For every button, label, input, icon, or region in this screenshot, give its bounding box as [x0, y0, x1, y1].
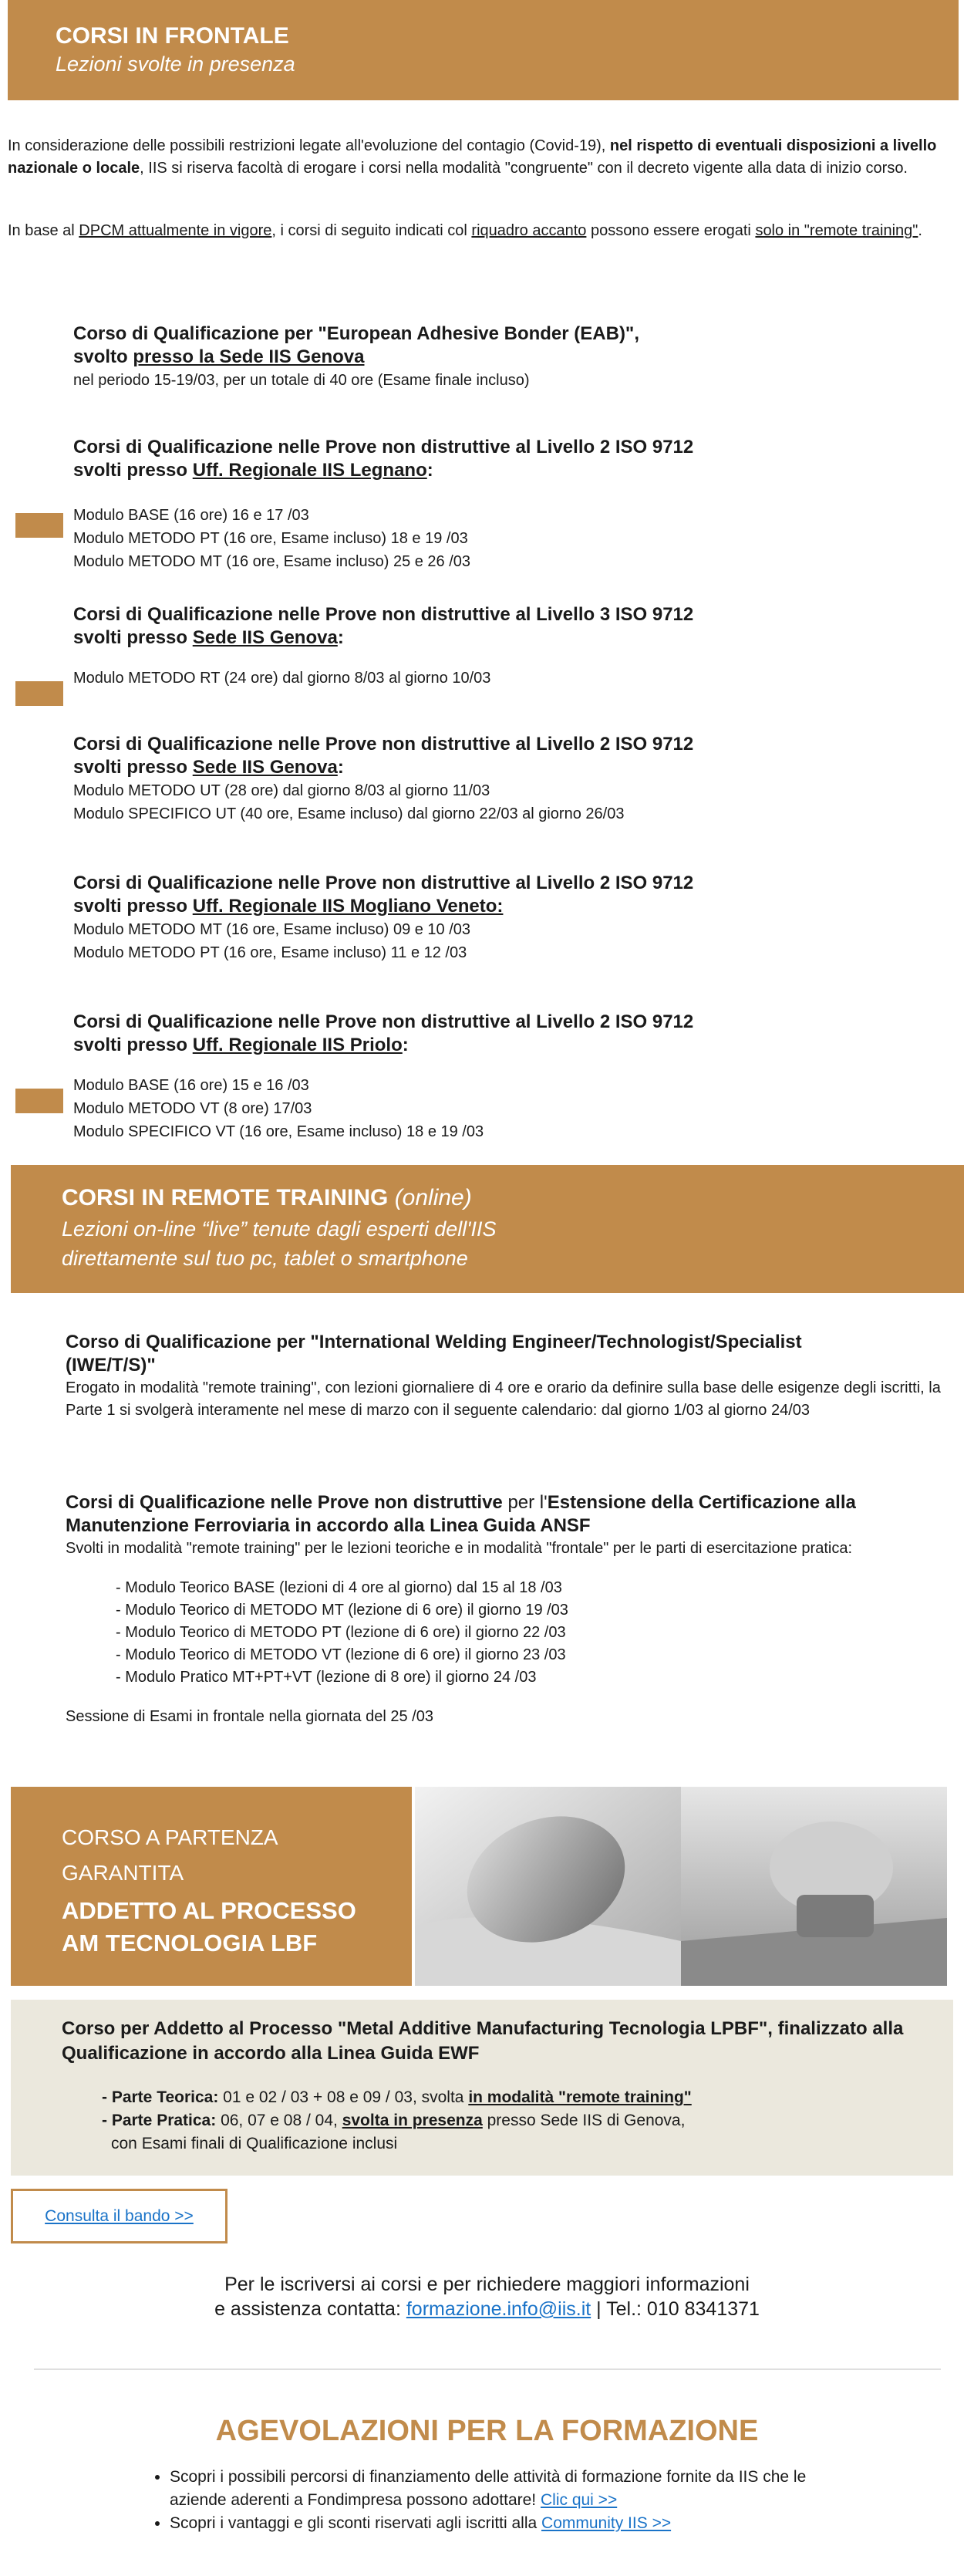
course-title: Corsi di Qualificazione nelle Prove non distruttive per l'Estensione della Certificazione alla Manutenzione Ferroviaria in accordo alla Linea Guida ANSF [66, 1492, 856, 1536]
course-line: Modulo METODO PT (16 ore, Esame incluso) 11 e 12 /03 [73, 944, 467, 961]
course-location-link[interactable]: presso la Sede IIS Genova [133, 346, 365, 367]
contact-info: Per le iscriversi ai corsi e per richiedere maggiori informazioni e assistenza contatta: formazione.info@iis.it | Tel.: 010 8341371 [214, 2274, 760, 2320]
remote-only-marker [15, 1089, 63, 1113]
course-location-link[interactable]: Uff. Regionale IIS Mogliano Veneto: [192, 896, 504, 917]
course-ndt-genova-l3: Corsi di Qualificazione nelle Prove non distruttive al Livello 3 ISO 9712 svolti presso Sede IIS Genova: Modulo METODO RT (24 ore) dal giorno 8/03 al giorno 10/03 [73, 603, 945, 690]
course-location-link[interactable]: Uff. Regionale IIS Legnano [192, 460, 427, 481]
list-item: - Modulo Pratico MT+PT+VT (lezione di 8 ore) il giorno 24 /03 [116, 1669, 537, 1686]
course-line: Modulo METODO RT (24 ore) dal giorno 8/03 al giorno 10/03 [73, 670, 491, 687]
course-ndt-mogliano: Corsi di Qualificazione nelle Prove non distruttive al Livello 2 ISO 9712 svolti presso Uff. Regionale IIS Mogliano Veneto: Modulo METODO MT (16 ore, Esame incluso) 09 e 10 /03 Modulo METODO PT (16 ore, Esame incluso) 11 e 12 /03 [73, 872, 945, 964]
header-frontale-title: CORSI IN FRONTALE [56, 23, 289, 49]
module-list [116, 1577, 952, 1689]
course-line: Modulo METODO UT (28 ore) dal giorno 8/03 al giorno 11/03 [73, 782, 490, 799]
list-item: • Scopri i possibili percorsi di finanziamento delle attività di formazione fornite da IIS che le aziende aderenti a Fondimpresa possono adottare! Clic qui >> [170, 2466, 864, 2512]
exam-note: Sessione di Esami in frontale nella giornata del 25 /03 [66, 1708, 433, 1725]
header-remote [11, 1165, 964, 1293]
course-ansf [66, 1491, 952, 1728]
course-title: Corso per Addetto al Processo "Metal Additive Manufacturing Tecnologia LPBF", finalizzato alla Qualificazione in accordo alla Linea Guida EWF [62, 2018, 904, 2064]
list-item: - Parte Pratica: 06, 07 e 08 / 04, svolta in presenza presso Sede IIS di Genova, [102, 2112, 686, 2129]
course-title: Corsi di Qualificazione nelle Prove non distruttive al Livello 2 ISO 9712 [73, 1011, 694, 1032]
dpcm-link[interactable]: DPCM attualmente in vigore [79, 222, 272, 239]
course-line: Modulo METODO VT (8 ore) 17/03 [73, 1100, 312, 1117]
course-ndt-priolo: Corsi di Qualificazione nelle Prove non distruttive al Livello 2 ISO 9712 svolti presso Uff. Regionale IIS Priolo: Modulo BASE (16 ore) 15 e 16 /03 Modulo METODO VT (8 ore) 17/03 Modulo SPECIFICO VT (16 ore, Esame incluso) 18 e 19 /03 [73, 1011, 945, 1143]
course-description: Erogato in modalità "remote training", con lezioni giornaliere di 4 ore e orario da definire sulla base delle esigenze degli iscritti, la Parte 1 si svolgerà interamente nel mese di marzo con il seguente calendario: dal giorno 1/03 al giorno 24/03 [66, 1379, 941, 1419]
course-line: Modulo SPECIFICO VT (16 ore, Esame incluso) 18 e 19 /03 [73, 1123, 484, 1140]
consulta-bando-button[interactable]: Consulta il bando >> [11, 2189, 227, 2243]
header-remote-line: direttamente sul tuo pc, tablet o smartphone [62, 1247, 468, 1270]
course-line: Modulo BASE (16 ore) 15 e 16 /03 [73, 1077, 309, 1094]
course-location-link[interactable]: Uff. Regionale IIS Priolo [192, 1035, 403, 1055]
list-item: - Modulo Teorico di METODO VT (lezione di 6 ore) il giorno 23 /03 [116, 1646, 566, 1663]
email-link[interactable]: formazione.info@iis.it [406, 2298, 591, 2320]
lbf-banner: CORSO A PARTENZA GARANTITA ADDETTO AL PROCESSO AM TECNOLOGIA LBF [11, 1787, 412, 1986]
clic-qui-link[interactable]: Clic qui >> [540, 2491, 618, 2509]
course-location-link[interactable]: Sede IIS Genova [192, 757, 338, 778]
course-line: Modulo BASE (16 ore) 16 e 17 /03 [73, 507, 309, 524]
header-remote-title: CORSI IN REMOTE TRAINING (online) [62, 1185, 472, 1210]
intro-paragraph-1: In considerazione delle possibili restrizioni legate all'evoluzione del contagio (Covid-19), nel rispetto di eventuali disposizioni a livello nazionale o locale, IIS si riserva facoltà di erogare i corsi nella modalità "congruente" con il decreto vigente alla data di inizio corso. [8, 137, 937, 177]
lbf-course-panel [11, 2000, 953, 2176]
course-title: Corsi di Qualificazione nelle Prove non distruttive al Livello 2 ISO 9712 [73, 873, 694, 893]
list-item: - Modulo Teorico di METODO PT (lezione di 6 ore) il giorno 22 /03 [116, 1624, 566, 1641]
course-title: Corsi di Qualificazione nelle Prove non distruttive al Livello 2 ISO 9712 [73, 734, 694, 755]
course-title: Corsi di Qualificazione nelle Prove non distruttive al Livello 2 ISO 9712 [73, 437, 694, 457]
divider [34, 2368, 941, 2370]
list-item: con Esami finali di Qualificazione inclusi [111, 2135, 398, 2152]
course-iwe: Corso di Qualificazione per "International Welding Engineer/Technologist/Specialist (IWE/T/S)" Erogato in modalità "remote training", con lezioni giornaliere di 4 ore e orario da definire sulla base delle esigenze degli iscritti, la Parte 1 si svolgerà interamente nel mese di marzo con il seguente calendario: dal giorno 1/03 al giorno 24/03 [66, 1331, 952, 1422]
remote-only-marker [15, 513, 63, 538]
header-frontale [8, 0, 959, 100]
lbf-course-parts [102, 2086, 692, 2156]
course-title: Corso di Qualificazione per "European Adhesive Bonder (EAB)", [73, 323, 639, 344]
course-title: Corsi di Qualificazione nelle Prove non distruttive al Livello 3 ISO 9712 [73, 604, 694, 625]
course-eab: Corso di Qualificazione per "European Adhesive Bonder (EAB)", svolto presso la Sede IIS Genova nel periodo 15-19/03, per un totale di 40 ore (Esame finale incluso) [73, 322, 945, 392]
course-ndt-legnano: Corsi di Qualificazione nelle Prove non distruttive al Livello 2 ISO 9712 svolti presso Uff. Regionale IIS Legnano: Modulo BASE (16 ore) 16 e 17 /03 Modulo METODO PT (16 ore, Esame incluso) 18 e 19 /03 Modulo METODO MT (16 ore, Esame incluso) 25 e 26 /03 [73, 436, 945, 573]
course-line: Modulo METODO MT (16 ore, Esame incluso) 09 e 10 /03 [73, 921, 471, 938]
community-link[interactable]: Community IIS >> [541, 2514, 672, 2532]
course-line: Modulo SPECIFICO UT (40 ore, Esame incluso) dal giorno 22/03 al giorno 26/03 [73, 805, 625, 822]
agevolazioni-list [147, 2466, 864, 2535]
course-description: Svolti in modalità "remote training" per le lezioni teoriche e in modalità "frontale" per le parti di esercitazione pratica: [66, 1540, 853, 1557]
lbf-product-image [415, 1787, 947, 1986]
course-ndt-genova-l2: Corsi di Qualificazione nelle Prove non distruttive al Livello 2 ISO 9712 svolti presso Sede IIS Genova: Modulo METODO UT (28 ore) dal giorno 8/03 al giorno 11/03 Modulo SPECIFICO UT (40 ore, Esame incluso) dal giorno 22/03 al giorno 26/03 [73, 733, 945, 825]
header-frontale-subtitle: Lezioni svolte in presenza [56, 52, 295, 76]
course-line: nel periodo 15-19/03, per un totale di 40 ore (Esame finale incluso) [73, 372, 530, 389]
course-line: Modulo METODO PT (16 ore, Esame incluso) 18 e 19 /03 [73, 530, 468, 547]
list-item: - Modulo Teorico BASE (lezioni di 4 ore al giorno) dal 15 al 18 /03 [116, 1579, 562, 1596]
list-item: - Parte Teorica: 01 e 02 / 03 + 08 e 09 / 03, svolta in modalità "remote training" [102, 2088, 692, 2106]
remote-only-marker [15, 681, 63, 706]
agevolazioni-title: AGEVOLAZIONI PER LA FORMAZIONE [215, 2415, 759, 2447]
header-remote-line: Lezioni on-line “live” tenute dagli esperti dell'IIS [62, 1217, 497, 1241]
list-item: - Modulo Teorico di METODO MT (lezione di 6 ore) il giorno 19 /03 [116, 1602, 568, 1619]
intro-paragraph-2: In base al DPCM attualmente in vigore, i corsi di seguito indicati col riquadro accanto possono essere erogati solo in "remote training". [8, 222, 922, 239]
list-item: • Scopri i vantaggi e gli sconti riservati agli iscritti alla Community IIS >> [170, 2512, 864, 2535]
course-location-link[interactable]: Sede IIS Genova [192, 627, 338, 648]
course-title: Corso di Qualificazione per "International Welding Engineer/Technologist/Specialist [66, 1332, 802, 1352]
course-line: Modulo METODO MT (16 ore, Esame incluso) 25 e 26 /03 [73, 553, 471, 570]
